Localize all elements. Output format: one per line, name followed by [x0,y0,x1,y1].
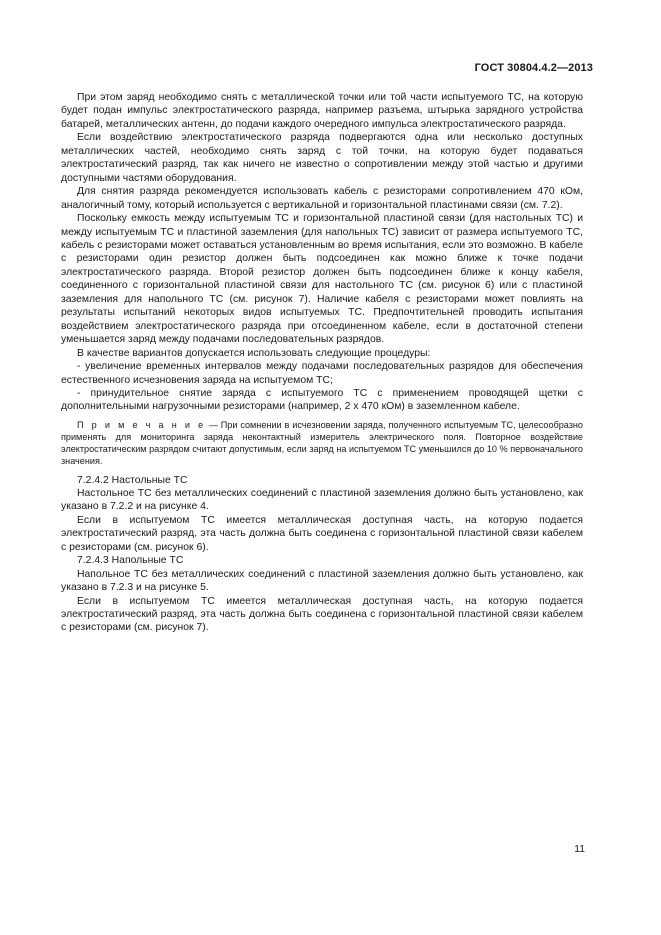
list-item-brush-discharge: - принудительное снятие заряда с испытуемого ТС с применением проводящей щетки с дополнительными нагрузочными резисторами (например, 2 x 470 кОм) в заземленном кабеле. [61,387,583,413]
page-body [61,91,583,635]
paragraph-7242-metal-part: Если в испытуемом ТС имеется металлическая доступная часть, на которую подается электростатический разряд, эта часть должна быть соединена с горизонтальной пластиной связи кабелем с резисторами (см. рисунок 6). [61,514,583,553]
page-number: 11 [574,844,585,855]
paragraph-multiple-metal-parts: Если воздействию электростатического разряда подвергаются одна или несколько доступных металлических частей, необходимо снять заряд с той точки, на которую будет подаваться электростатический разряд, так как ничего не известно о сопротивлении между этой частью и другими доступными частями оборудования. [61,132,583,184]
list-item-time-intervals: - увеличение временных интервалов между подачами последовательных разрядов для обеспечения естественного исчезновения заряда на испытуемом ТС; [61,361,583,386]
note-block [61,420,583,468]
paragraph-capacitance: Поскольку емкость между испытуемым ТС и горизонтальной пластиной связи (для настольных ТС) и между испытуемым ТС и пластиной заземления (для напольных ТС) зависит от размера испытуемого ТС, кабель с резисторами может оставаться установленным во время испытания, если это возможно. В кабеле с резисторами один резистор должен быть подсоединен как можно ближе к точке подачи электростатического разряда. Второй резистор должен быть подсоединен ближе к концу кабеля, соединенного с горизонтальной пластиной связи для настольного ТС (см. рисунок 6) или с пластиной заземления для напольного ТС (см. рисунок 7). Наличие кабеля с резисторами может повлиять на результаты испытаний некоторых видов испытуемых ТС. Предпочтительней проводить испытания воздействием электростатического разряда при отсоединенном кабеле, если в достаточной степени уменьшается заряд между подачами последовательных разрядов. [61,213,583,346]
section-heading-7243: 7.2.4.3 Напольные ТС [77,555,184,567]
note-text: — При сомнении в исчезновении заряда, полученного испытуемым ТС, целесообразно применять для мониторинга заряда неконтактный измеритель электрического поля. Повторное воздействие электростатическим разрядом считают допустимым, если заряд на испытуемом ТС уменьшился до 10 % первоначального значения. [61,419,583,466]
note-label: П р и м е ч а н и е [77,419,206,430]
section-heading-7242: 7.2.4.2 Настольные ТС [77,474,188,486]
standard-designation: ГОСТ 30804.4.2—2013 [474,62,593,74]
paragraph-discharge-point: При этом заряд необходимо снять с металлической точки или той части испытуемого ТС, на которую будет подан импульс электростатического разряда, например разъема, штырька зарядного устройства батарей, металлических антенн, до подачи каждого очередного импульса электростатического разряда. [61,92,583,130]
paragraph-7243-metal-part: Если в испытуемом ТС имеется металлическая доступная часть, на которую подается электростатический разряд, эта часть должна быть соединена с горизонтальной пластиной связи кабелем с резисторами (см. рисунок 7). [61,595,583,634]
paragraph-7243-installation: Напольное ТС без металлических соединений с пластиной заземления должно быть установлено, как указано в 7.2.3 и на рисунке 5. [61,568,583,594]
paragraph-resistor-cable: Для снятия разряда рекомендуется использовать кабель с резисторами сопротивлением 470 кОм, аналогичный тому, который используется с вертикальной и горизонтальной пластинами связи (см. 7.2). [61,186,583,211]
paragraph-alternative-procedures: В качестве вариантов допускается использовать следующие процедуры: [77,347,431,359]
paragraph-7242-installation: Настольное ТС без металлических соединений с пластиной заземления должно быть установлено, как указано в 7.2.2 и на рисунке 4. [61,487,583,513]
